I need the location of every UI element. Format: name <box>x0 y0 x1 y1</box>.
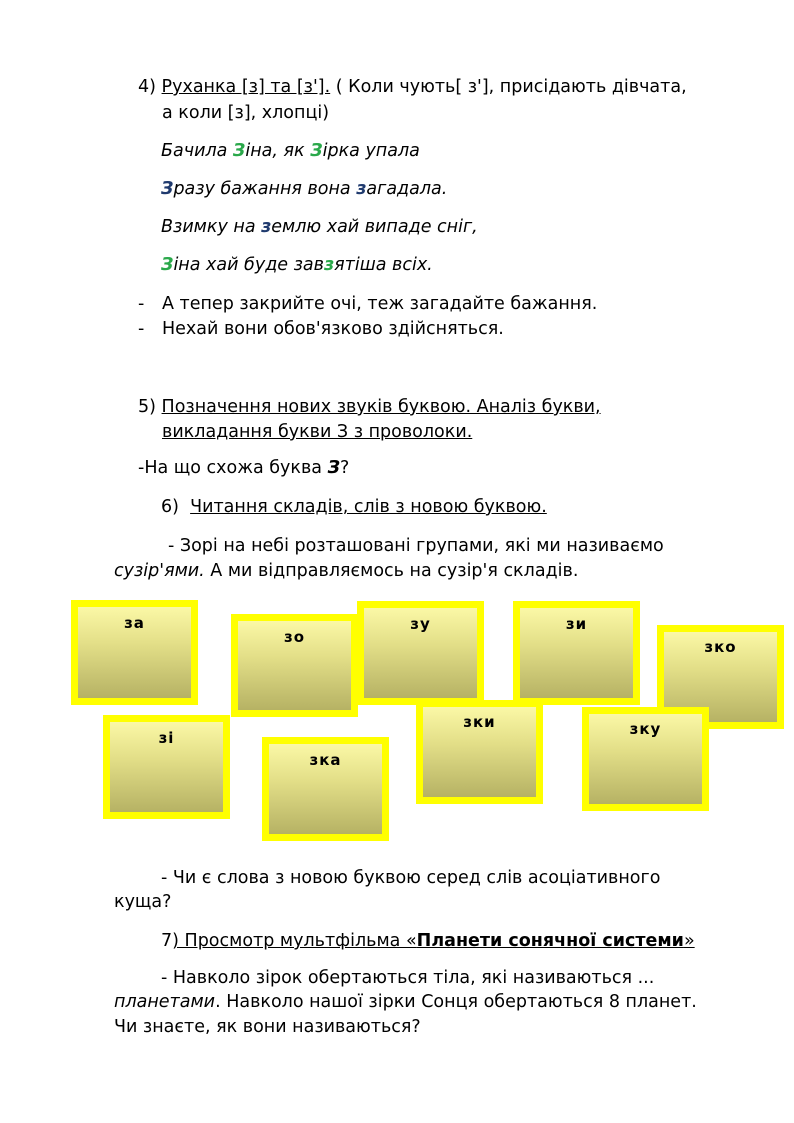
paragraph-constellations-line2: сузір'ями. А ми відправляємось на сузір'я складів. <box>114 561 579 581</box>
bullet-item: - А тепер закрийте очі, теж загадайте бажання. <box>138 294 598 314</box>
poem-line-4: Зіна хай буде завзятіша всіх. <box>161 255 433 275</box>
section-6-heading: 6) Читання складів, слів з новою буквою. <box>161 497 547 517</box>
syllable-card: за <box>71 600 198 705</box>
section-5-line1: 5) Позначення нових звуків буквою. Аналіз букви, <box>138 397 601 417</box>
poem-line-2: Зразу бажання вона загадала. <box>161 179 448 199</box>
paragraph-association-line1: - Чи є слова з новою буквою серед слів асоціативного <box>161 868 661 888</box>
paragraph-association-line2: куща? <box>114 892 172 912</box>
section-4-number: 4) <box>138 77 156 97</box>
syllable-card: зко <box>657 625 784 729</box>
syllable-card: зки <box>416 700 543 804</box>
syllable-card: зка <box>262 737 389 841</box>
syllable-card: зи <box>513 601 640 705</box>
syllable-card: зі <box>103 715 230 819</box>
poem-line-3: Взимку на землю хай випаде сніг, <box>161 217 478 237</box>
paragraph-constellations-line1: - Зорі на небі розташовані групами, які ми називаємо <box>168 536 664 556</box>
section-5-line2: викладання букви З з проволоки. <box>162 422 473 442</box>
section-7-heading: 7) Просмотр мультфільма «Планети сонячної системи» <box>161 931 695 951</box>
section-4-text1: ( Коли чують[ з'], присідають дівчата, <box>330 77 687 97</box>
question-letter-shape: -На що схожа буква З? <box>138 458 350 478</box>
paragraph-planets-line1: - Навколо зірок обертаються тіла, які називаються ... <box>161 968 655 988</box>
syllable-card: зу <box>357 601 484 705</box>
paragraph-planets-line2: планетами. Навколо нашої зірки Сонця обертаються 8 планет. <box>114 992 697 1012</box>
paragraph-planets-line3: Чи знаєте, як вони називаються? <box>114 1017 421 1037</box>
section-4-line1 <box>138 75 687 99</box>
poem-line-1: Бачила Зіна, як Зірка упала <box>161 141 420 161</box>
syllable-card: зку <box>582 707 709 811</box>
syllable-card: зо <box>231 614 358 717</box>
section-4-line2: а коли [з], хлопці) <box>162 103 330 123</box>
section-4-title: Руханка [з] та [з']. <box>161 77 331 97</box>
bullet-item: - Нехай вони обов'язково здійсняться. <box>138 319 504 339</box>
